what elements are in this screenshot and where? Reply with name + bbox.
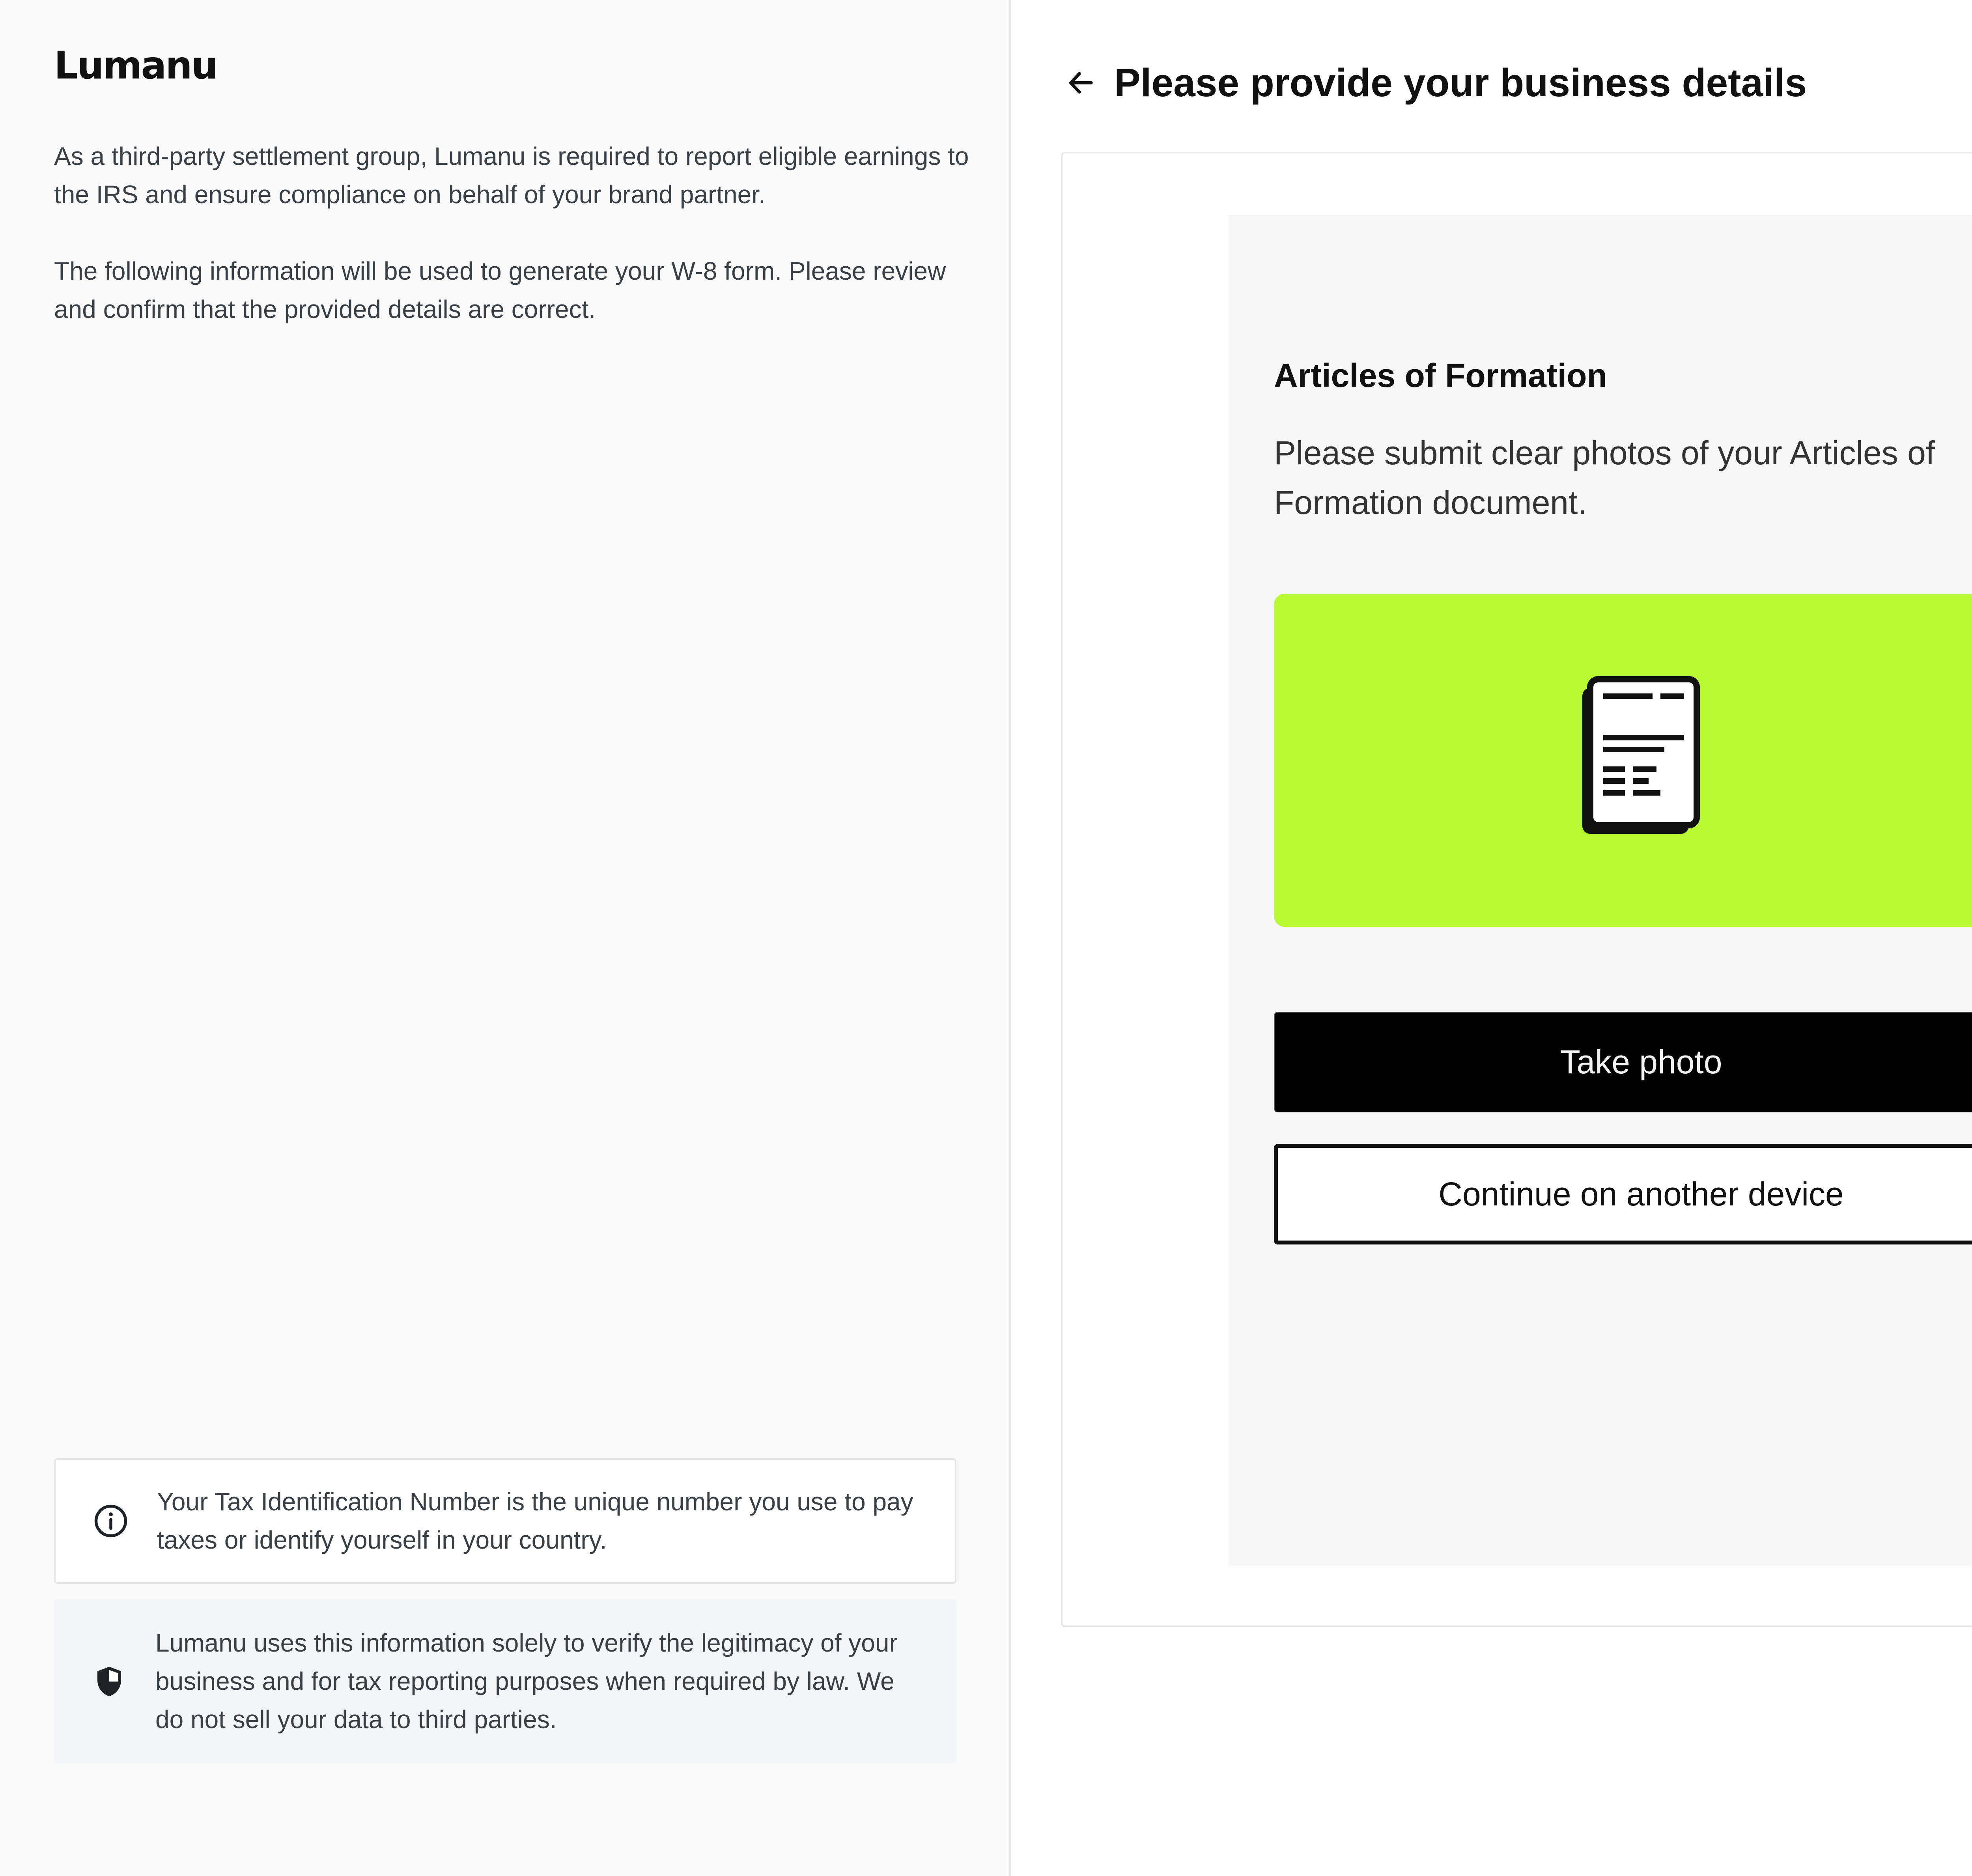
tin-info-text: Your Tax Identification Number is the unique number you use to pay taxes or identify yourself in your country. (157, 1487, 913, 1554)
document-capture-frame (1229, 215, 1972, 1566)
brand-logo: Lumanu (54, 43, 217, 88)
intro-text (54, 137, 973, 367)
document-title: Articles of Formation (1274, 357, 1607, 394)
info-icon (93, 1503, 129, 1539)
take-photo-button[interactable]: Take photo (1274, 1012, 1972, 1112)
page-title: Please provide your business details (1114, 61, 1807, 105)
continue-another-device-button[interactable]: Continue on another device (1274, 1144, 1972, 1244)
page-header (1065, 63, 1807, 103)
document-illustration-panel (1274, 594, 1972, 927)
tin-info-box (54, 1458, 956, 1584)
document-icon (1578, 675, 1704, 840)
document-description: Please submit clear photos of your Articles of Formation document. (1274, 434, 1935, 521)
privacy-info-box (54, 1599, 956, 1763)
arrow-left-icon[interactable] (1065, 67, 1096, 99)
privacy-info-text: Lumanu uses this information solely to verify the legitimacy of your business and for tax reporting purposes when required by law. We do not sell your data to third parties. (155, 1629, 898, 1734)
intro-paragraph-2: The following information will be used to generate your W-8 form. Please review and confirm that the provided details are correct. (54, 257, 946, 323)
intro-paragraph-1: As a third-party settlement group, Lumanu is required to report eligible earnings to the IRS and ensure compliance on behalf of your brand partner. (54, 142, 969, 209)
shield-icon (92, 1664, 127, 1699)
